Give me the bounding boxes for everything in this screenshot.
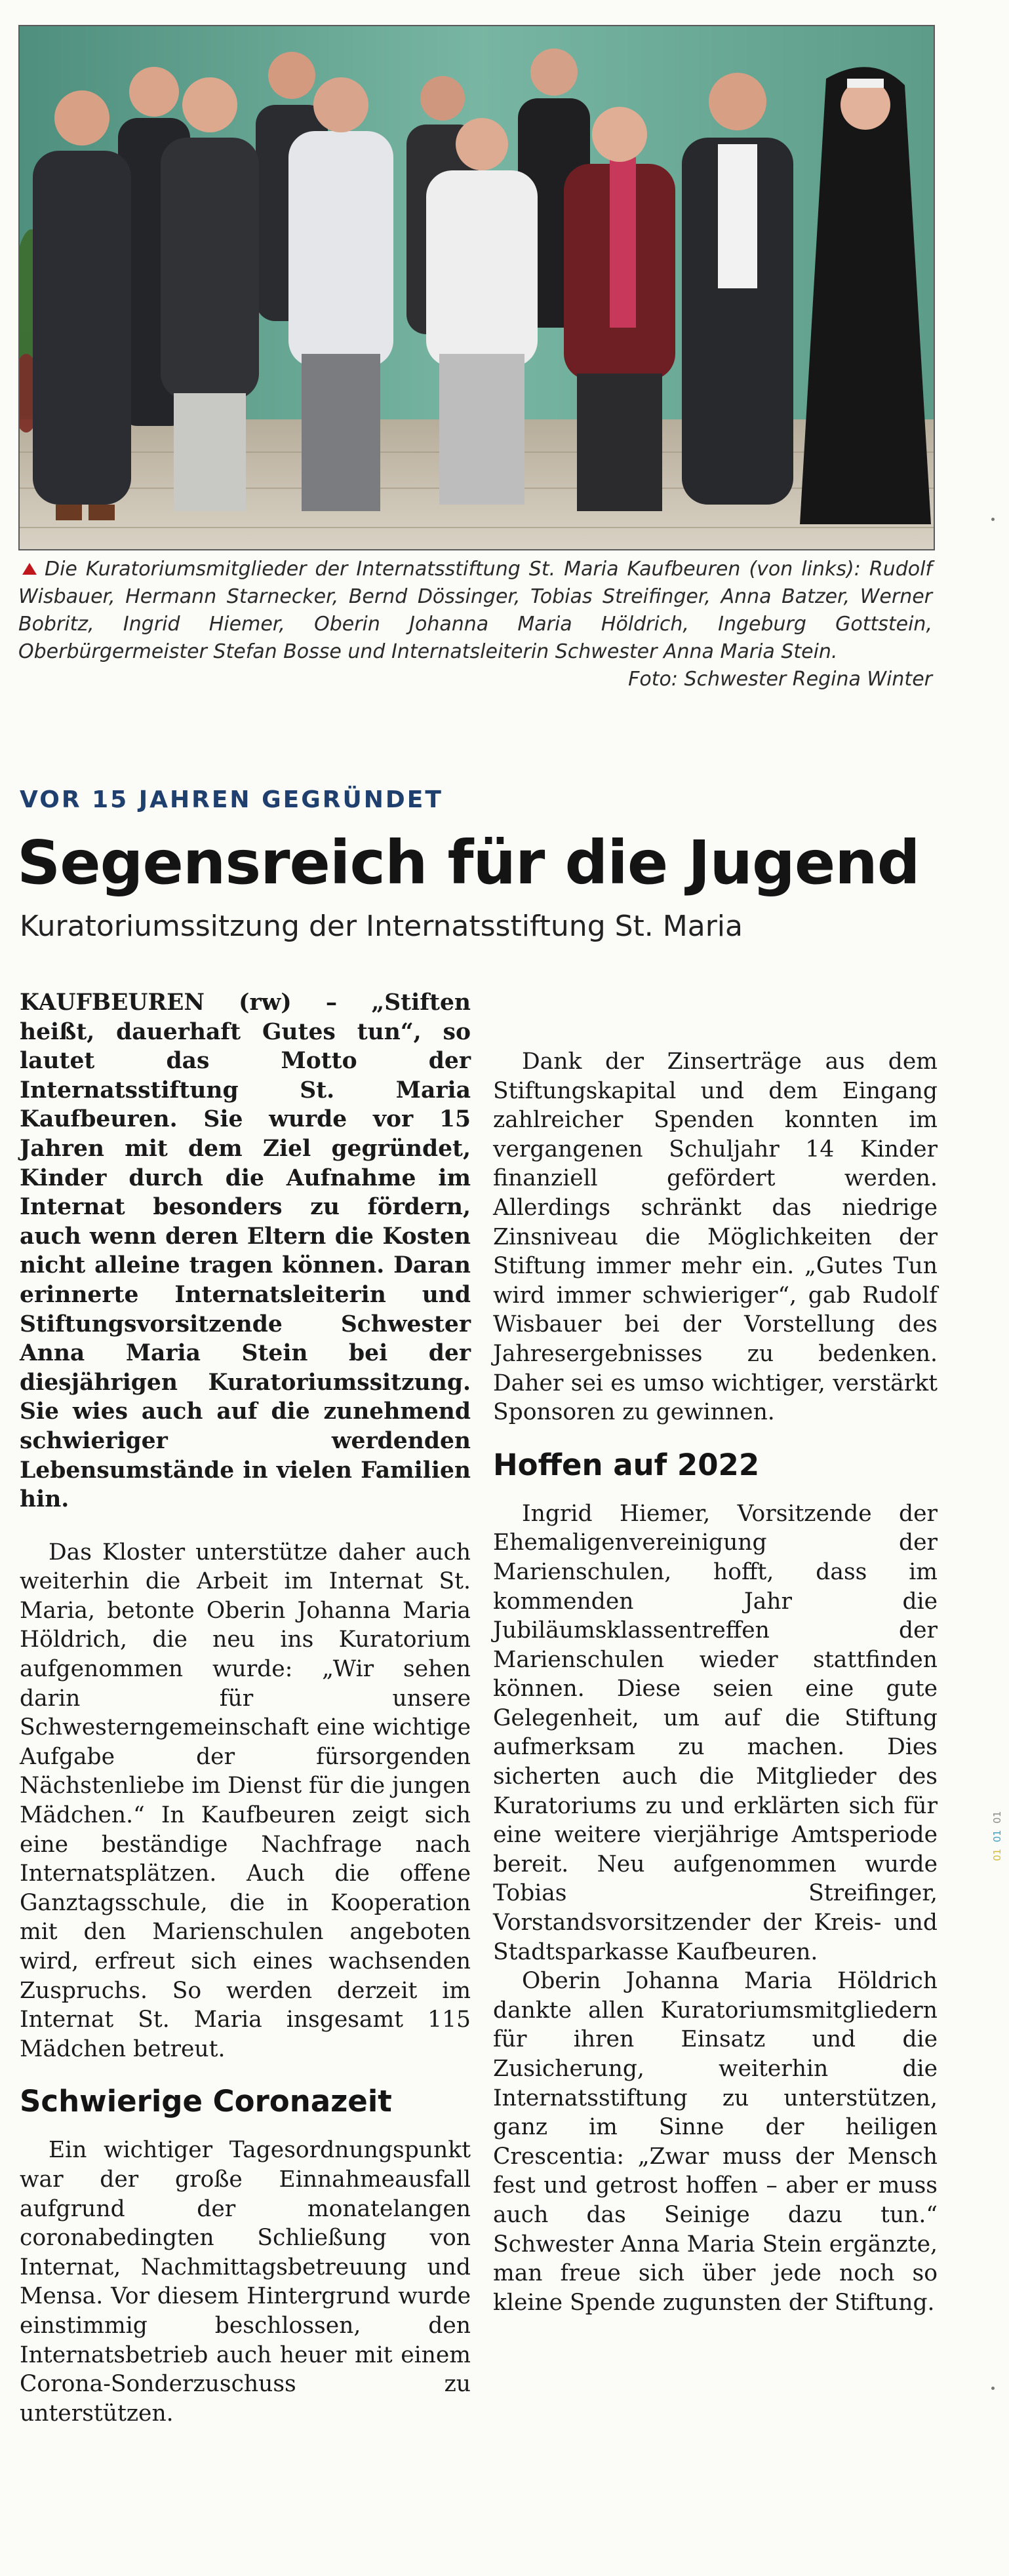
print-mark-1: 01: [991, 1848, 1003, 1861]
print-dot: [991, 2387, 995, 2390]
article-lead: [20, 988, 471, 1514]
article-kicker: VOR 15 JAHREN GEGRÜNDET: [20, 786, 443, 813]
article-column-left: [20, 988, 471, 2428]
caption-text: Die Kuratoriumsmitglieder der Internatsstiftung St. Maria Kaufbeuren (von links): Rudolf Wisbauer, Hermann Starnecker, Bernd Dössinger, Tobias Streifinger, Anna Batzer, Werner Bobritz, Ingrid Hiemer, Oberin Johanna Maria Höldrich, Ingeburg Gottstein, Oberbürgermeister Stefan Bosse und Internatsleiterin Schwester Anna Maria Stein.: [18, 558, 932, 663]
article-paragraph-4: Ingrid Hiemer, Vorsitzende der Ehemaligenvereinigung der Marienschulen, hofft, dass im kommenden Jahr die Jubiläumsklassentreffen der Marienschulen wieder stattfinden können. Diese seien eine gute Gelegenheit, um auf die Stiftung aufmerksam zu machen. Dies sicherten auch die Mitglieder des Kuratoriums zu und erklärten sich für eine weitere vierjährige Amtsperiode bereit. Neu aufgenommen wurde Tobias Streifinger, Vorstandsvorsitzender der Kreis- und Stadtsparkasse Kaufbeuren.: [493, 1500, 938, 1965]
print-mark-2: 01: [991, 1830, 1003, 1843]
lead-dateline: KAUFBEUREN (rw) –: [20, 990, 338, 1016]
article-subheadline: Kuratoriumssitzung der Internatsstiftung St. Maria: [20, 910, 743, 943]
article-column-right: [493, 988, 938, 2317]
printer-registration-marks: [990, 1730, 1006, 1861]
photo-credit: Foto: Schwester Regina Winter: [628, 668, 932, 691]
article-subheading-1: Schwierige Coronazeit: [20, 2084, 392, 2119]
photo-caption: [18, 556, 932, 693]
article-paragraph-2: Ein wichtiger Tagesordnungspunkt war der große Einnahmeausfall aufgrund der monatelangen coronabedingten Schließung von Internat, Nachmittagsbetreuung und Mensa. Vor diesem Hintergrund wurde einstimmig beschlossen, den Internatsbetrieb auch heuer mit einem Corona-Sonderzuschuss zu unterstützen.: [20, 2137, 471, 2427]
group-photo-illustration: [20, 26, 934, 549]
group-photo: [18, 25, 935, 550]
article-headline: Segensreich für die Jugend: [17, 828, 920, 898]
print-mark-3: 01: [991, 1811, 1003, 1824]
article-subheading-2: Hoffen auf 2022: [493, 1447, 760, 1482]
lead-text: „Stiften heißt, dauerhaft Gutes tun“, so lautet das Motto der Internatsstiftung St. Maria Kaufbeuren. Sie wurde vor 15 Jahren mit dem Ziel gegründet, Kinder durch die Aufnahme im Internat besonders zu fördern, auch wenn deren Eltern die Kosten nicht alleine tragen können. Daran erinnerte Internatsleiterin und Stiftungsvorsitzende Schwester Anna Maria Stein bei der diesjährigen Kuratoriumssitzung. Sie wies auch auf die zunehmend schwieriger werdenden Lebensumstände in vielen Familien hin.: [20, 990, 471, 1513]
article-paragraph-1: Das Kloster unterstütze daher auch weiterhin die Arbeit im Internat St. Maria, betonte Oberin Johanna Maria Höldrich, die neu ins Kuratorium aufgenommen wurde: „Wir sehen darin für unsere Schwesterngemeinschaft eine wichtige Aufgabe der fürsorgenden Nächstenliebe im Dienst für die jungen Mädchen.“ In Kaufbeuren zeigt sich eine beständige Nachfrage nach Internatsplätzen. Auch die offene Ganztagsschule, die in Kooperation mit den Marienschulen angeboten wird, erfreut sich eines wachsenden Zuspruchs. So werden derzeit im Internat St. Maria insgesamt 115 Mädchen betreut.: [20, 1539, 471, 2062]
caption-marker-icon: [22, 563, 37, 575]
print-dot: [991, 518, 995, 521]
article-paragraph-3: Dank der Zinserträge aus dem Stiftungskapital und dem Eingang zahlreicher Spenden konnten im vergangenen Schuljahr 14 Kinder finanziell gefördert werden. Allerdings schränkt das niedrige Zinsniveau die Möglichkeiten der Stiftung immer mehr ein. „Gutes Tun wird immer schwieriger“, gab Rudolf Wisbauer bei der Vorstellung des Jahresergebnisses zu bedenken. Daher sei es umso wichtiger, verstärkt Sponsoren zu gewinnen.: [493, 1048, 938, 1426]
article-paragraph-5: Oberin Johanna Maria Höldrich dankte allen Kuratoriumsmitgliedern für ihren Einsatz und die Zusicherung, weiterhin die Internatsstiftung zu unterstützen, ganz im Sinne der heiligen Crescentia: „Zwar muss der Mensch fest und getrost hoffen – aber er muss auch das Seinige dazu tun.“ Schwester Anna Maria Stein ergänzte, man freue sich über jede noch so kleine Spende zugunsten der Stiftung.: [493, 1968, 938, 2316]
